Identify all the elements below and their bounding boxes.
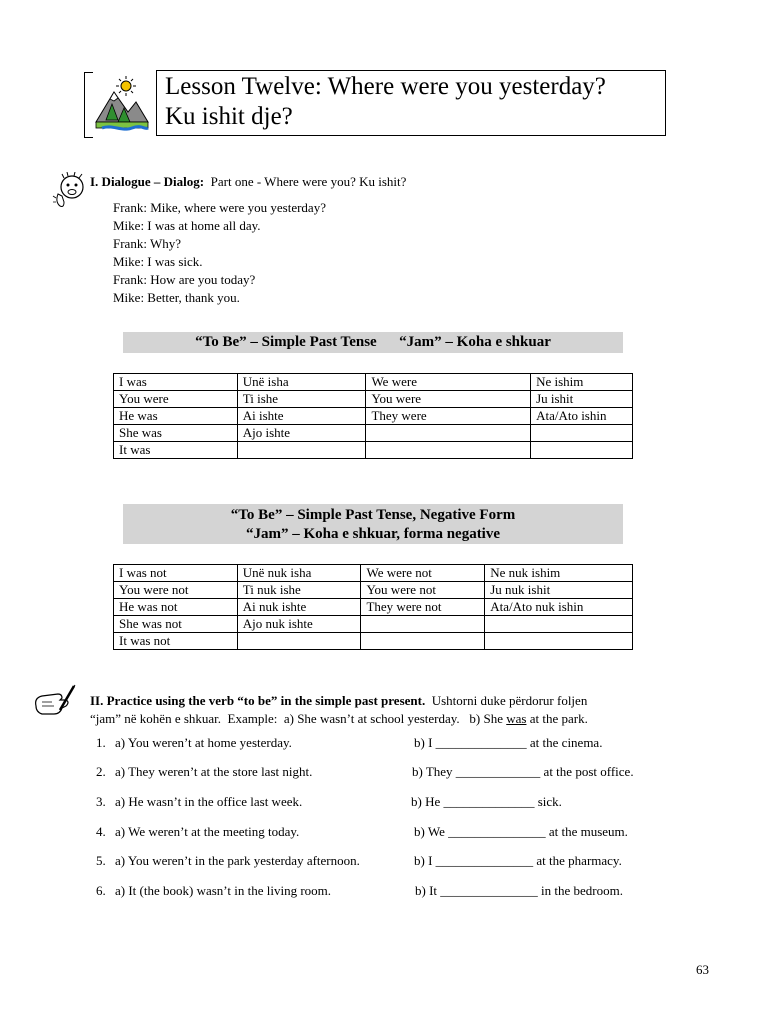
- practice-example: “jam” në kohën e shkuar. Example: a) She wasn’t at school yesterday. b) She: [90, 711, 507, 726]
- table-cell: They were: [366, 408, 531, 425]
- table-row: [114, 633, 633, 650]
- table-cell: Ata/Ato ishin: [531, 408, 633, 425]
- exercise-part-a: a) You weren’t at home yesterday.: [115, 735, 292, 750]
- exercise-number: 3.: [96, 794, 106, 809]
- table-cell: [485, 633, 633, 650]
- exercise-number: 5.: [96, 853, 106, 868]
- table-cell: You were: [114, 391, 238, 408]
- table-cell: I was: [114, 374, 238, 391]
- exercise-part-b: b) I ______________ at the cinema.: [414, 735, 603, 750]
- table2-heading-line: “To Be” – Simple Past Tense, Negative Form: [230, 507, 516, 523]
- negative-past-tense-table: [113, 564, 633, 650]
- exercise-part-a: a) He wasn’t in the office last week.: [115, 794, 303, 809]
- table1-heading: “To Be” – Simple Past Tense “Jam” – Koha e shkuar: [123, 332, 623, 353]
- table-cell: [485, 616, 633, 633]
- table-cell: She was: [114, 425, 238, 442]
- table2-heading-line: “Jam” – Koha e shkuar, forma negative: [245, 526, 501, 542]
- exercise-part-b: b) He ______________ sick.: [411, 794, 562, 809]
- table-cell: You were not: [361, 582, 485, 599]
- table-cell: You were not: [114, 582, 238, 599]
- dialogue-heading: [90, 174, 406, 190]
- past-tense-table: [113, 373, 633, 459]
- lesson-subtitle: Ku ishit dje?: [165, 103, 293, 130]
- exercise-part-a: a) We weren’t at the meeting today.: [115, 824, 300, 839]
- speaking-face-icon: [52, 172, 88, 217]
- exercise-number: 1.: [96, 735, 106, 750]
- mountain-sun-logo-icon: [92, 72, 150, 136]
- table-cell: I was not: [114, 565, 238, 582]
- practice-label: II. Practice using the verb “to be” in the simple past present.: [90, 693, 426, 708]
- table-cell: [237, 633, 361, 650]
- practice-instruction: Ushtorni duke përdorur foljen: [431, 693, 588, 708]
- exercise-number: 6.: [96, 883, 106, 898]
- table-cell: We were: [366, 374, 531, 391]
- table-row: [114, 374, 633, 391]
- table-cell: Ju ishit: [531, 391, 633, 408]
- table-cell: Ti ishe: [237, 391, 366, 408]
- dialogue-line: Frank: Mike, where were you yesterday?: [113, 200, 326, 215]
- table-cell: Ju nuk ishit: [485, 582, 633, 599]
- table-row: [114, 391, 633, 408]
- exercise-part-b: b) They _____________ at the post office.: [412, 764, 634, 779]
- writing-hand-icon: [32, 684, 76, 725]
- exercise-part-a: a) They weren’t at the store last night.: [115, 764, 313, 779]
- table-cell: It was: [114, 442, 238, 459]
- table-cell: Ajo nuk ishte: [237, 616, 361, 633]
- table-row: [114, 565, 633, 582]
- table-cell: You were: [366, 391, 531, 408]
- dialogue-label: I. Dialogue – Dialog:: [90, 174, 205, 189]
- exercise-part-a: a) You weren’t in the park yesterday afternoon.: [115, 853, 360, 868]
- lesson-title: Lesson Twelve: Where were you yesterday?: [165, 73, 606, 100]
- dialogue-line: Frank: How are you today?: [113, 272, 256, 287]
- practice-instructions: [90, 692, 680, 728]
- dialogue-line: Mike: I was sick.: [113, 254, 203, 269]
- dialogue-line: Mike: Better, thank you.: [113, 290, 240, 305]
- table-row: [114, 599, 633, 616]
- table-row: [114, 582, 633, 599]
- exercise-number: 4.: [96, 824, 106, 839]
- table-cell: [366, 442, 531, 459]
- table-cell: We were not: [361, 565, 485, 582]
- lesson-title-box: [156, 70, 666, 136]
- table-cell: Unë isha: [237, 374, 366, 391]
- table-cell: It was not: [114, 633, 238, 650]
- table-row: [114, 408, 633, 425]
- table-cell: Ai nuk ishte: [237, 599, 361, 616]
- table-cell: Ai ishte: [237, 408, 366, 425]
- exercise-part-a: a) It (the book) wasn’t in the living room.: [115, 883, 332, 898]
- table-cell: Ne nuk ishim: [485, 565, 633, 582]
- table-cell: Ata/Ato nuk ishin: [485, 599, 633, 616]
- dialogue-line: Frank: Why?: [113, 236, 181, 251]
- table-cell: [366, 425, 531, 442]
- exercise-part-b: b) It _______________ in the bedroom.: [415, 883, 623, 898]
- table-cell: [531, 425, 633, 442]
- table-cell: Ne ishim: [531, 374, 633, 391]
- dialogue-lines: [113, 199, 326, 307]
- exercise-part-b: b) We _______________ at the museum.: [414, 824, 628, 839]
- table-cell: [531, 442, 633, 459]
- practice-example-was: was: [506, 711, 527, 726]
- table-row: [114, 442, 633, 459]
- table-cell: He was not: [114, 599, 238, 616]
- exercise-number: 2.: [96, 764, 106, 779]
- table-cell: He was: [114, 408, 238, 425]
- table-cell: [361, 616, 485, 633]
- table-cell: Ti nuk ishe: [237, 582, 361, 599]
- table-cell: [237, 442, 366, 459]
- dialogue-part: Part one - Where were you? Ku ishit?: [210, 174, 407, 189]
- dialogue-line: Mike: I was at home all day.: [113, 218, 261, 233]
- page-number: 63: [696, 962, 709, 977]
- table-cell: Unë nuk isha: [237, 565, 361, 582]
- exercise-part-b: b) I _______________ at the pharmacy.: [414, 853, 622, 868]
- table-row: [114, 425, 633, 442]
- table-cell: [361, 633, 485, 650]
- table-cell: They were not: [361, 599, 485, 616]
- table-cell: She was not: [114, 616, 238, 633]
- table-cell: Ajo ishte: [237, 425, 366, 442]
- table2-heading: [123, 504, 623, 544]
- table-row: [114, 616, 633, 633]
- practice-example-end: at the park.: [526, 711, 588, 726]
